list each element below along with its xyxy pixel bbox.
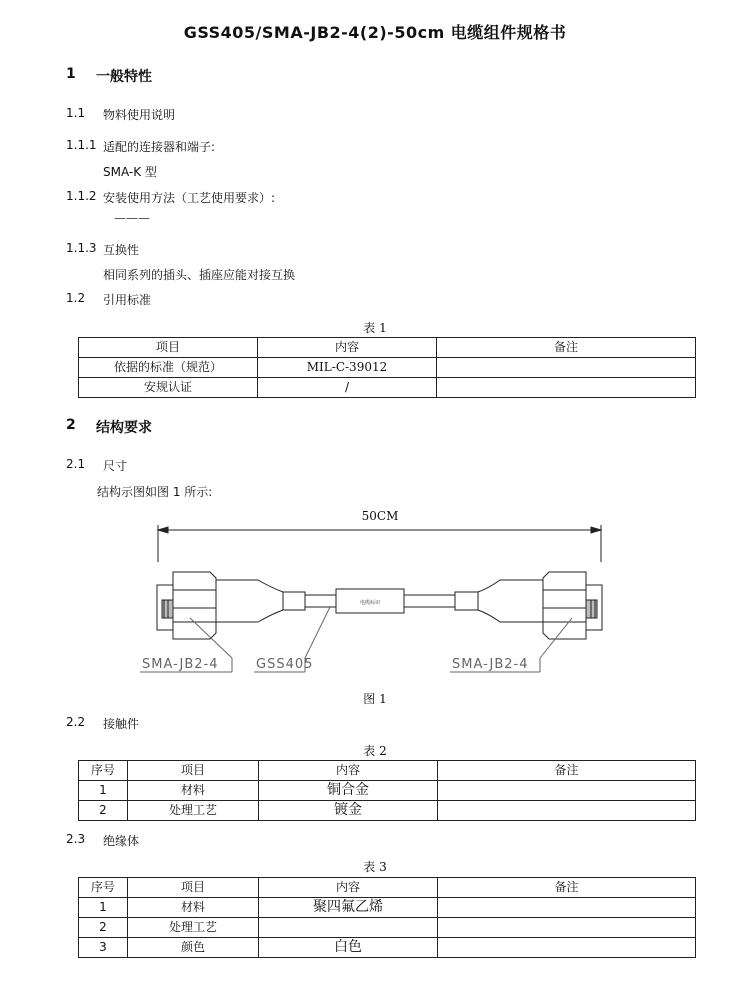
table-row [79, 378, 696, 398]
section-2-1-body: 结构示图如图 1 所示: [97, 485, 213, 499]
table-header-cell: 序号 [79, 761, 128, 781]
table-row [79, 918, 696, 938]
section-1-1-2-body: ——— [114, 211, 150, 225]
right-connector [455, 572, 602, 639]
table-cell: 颜色 [128, 938, 259, 958]
table-3-caption: 表 3 [363, 860, 387, 874]
table-header-cell: 备注 [437, 338, 696, 358]
table-header-cell: 备注 [438, 878, 696, 898]
table-cell: 处理工艺 [128, 918, 259, 938]
table-3 [78, 877, 696, 958]
table-2 [78, 760, 696, 821]
table-cell [437, 378, 696, 398]
dimension-arrow-right [591, 527, 601, 533]
section-2-3-text: 绝缘体 [103, 834, 140, 848]
table-cell: 3 [79, 938, 128, 958]
section-1-2-number: 1.2 [66, 291, 86, 305]
section-1-1-1-body: SMA-K 型 [103, 165, 157, 179]
section-1-1-number: 1.1 [66, 106, 86, 120]
section-1-1-3-body: 相同系列的插头、插座应能对接互换 [103, 268, 296, 282]
table-row [79, 358, 696, 378]
table-1-caption: 表 1 [363, 321, 387, 335]
section-2-1-text: 尺寸 [103, 459, 128, 473]
figure-1-caption: 图 1 [363, 692, 387, 706]
section-1-2-text: 引用标准 [103, 293, 152, 307]
table-cell: 铜合金 [259, 781, 438, 801]
table-cell: 白色 [259, 938, 438, 958]
table-header-cell: 序号 [79, 878, 128, 898]
table-cell [438, 938, 696, 958]
table-2-caption: 表 2 [363, 744, 387, 758]
section-1-1-3-text: 互换性 [103, 243, 140, 257]
section-1-1-3-number: 1.1.3 [66, 241, 97, 255]
table-cell [437, 358, 696, 378]
section-2-2-text: 接触件 [103, 717, 140, 731]
section-1-1-1-text: 适配的连接器和端子: [103, 140, 216, 154]
table-header-cell: 备注 [438, 761, 696, 781]
section-1-1-2-text: 安装使用方法（工艺使用要求）: [103, 191, 276, 205]
table-cell [438, 781, 696, 801]
table-row [79, 938, 696, 958]
section-2-2-number: 2.2 [66, 715, 86, 729]
table-cell: 2 [79, 918, 128, 938]
table-cell: 依据的标准（规范） [79, 358, 258, 378]
table-cell: 1 [79, 781, 128, 801]
table-header-cell: 项目 [128, 878, 259, 898]
document-title: GSS405/SMA-JB2-4(2)-50cm 电缆组件规格书 [183, 23, 567, 42]
cable-assembly-figure [0, 500, 750, 715]
table-cell: 处理工艺 [128, 801, 259, 821]
table-cell [259, 918, 438, 938]
table-cell: 安规认证 [79, 378, 258, 398]
table-header-row [79, 878, 696, 898]
table-cell: 2 [79, 801, 128, 821]
table-row [79, 781, 696, 801]
table-cell [438, 898, 696, 918]
table-cell: 聚四氟乙烯 [259, 898, 438, 918]
section-1-number: 1 [66, 66, 76, 82]
table-header-row [79, 338, 696, 358]
sleeve-label: 电缆标识 [359, 600, 381, 606]
left-connector-label: SMA-JB2-4 [142, 657, 219, 672]
section-1-1-text: 物料使用说明 [103, 108, 176, 122]
section-2-heading: 结构要求 [96, 420, 152, 436]
table-header-cell: 项目 [128, 761, 259, 781]
table-header-cell: 项目 [79, 338, 258, 358]
section-1-heading: 一般特性 [96, 69, 152, 85]
section-2-3-number: 2.3 [66, 832, 86, 846]
right-connector-label: SMA-JB2-4 [452, 657, 529, 672]
section-1-1-1-number: 1.1.1 [66, 138, 97, 152]
table-header-row [79, 761, 696, 781]
table-cell: 1 [79, 898, 128, 918]
section-2-1-number: 2.1 [66, 457, 86, 471]
table-cell [438, 801, 696, 821]
left-connector [157, 572, 305, 639]
cable-label: GSS405 [256, 657, 314, 672]
table-cell: 材料 [128, 898, 259, 918]
section-2-number: 2 [66, 417, 76, 433]
table-cell: / [258, 378, 437, 398]
table-header-cell: 内容 [258, 338, 437, 358]
table-header-cell: 内容 [259, 878, 438, 898]
table-cell: MIL-C-39012 [258, 358, 437, 378]
table-row [79, 898, 696, 918]
table-cell: 镀金 [259, 801, 438, 821]
table-row [79, 801, 696, 821]
table-1 [78, 337, 696, 398]
section-1-1-2-number: 1.1.2 [66, 189, 97, 203]
table-cell: 材料 [128, 781, 259, 801]
table-cell [438, 918, 696, 938]
dimension-label: 50CM [361, 509, 399, 523]
dimension-arrow-left [158, 527, 168, 533]
table-header-cell: 内容 [259, 761, 438, 781]
